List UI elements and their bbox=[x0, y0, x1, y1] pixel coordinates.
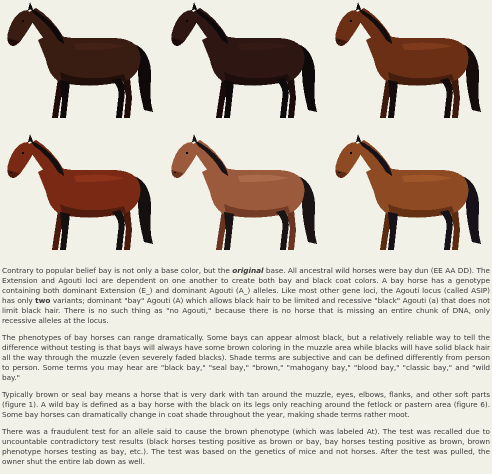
horse-light-bay-illustration bbox=[164, 132, 328, 264]
horse-figure-1 bbox=[0, 0, 164, 132]
horse-figure-2 bbox=[164, 0, 328, 132]
paragraph-intro-part-2: base. All ancestral wild horses were bay dun (EE AA DD). The Extension and Agouti loci are dependent on one another to create both bay and black coat colors. A bay horse has a genotype containing both dominant Extension (E_) and dominant Agouti (A_) alleles. Like most other gene loci, the Agouti locus (called ASIP) has only bbox=[2, 266, 490, 305]
horse-figure-3 bbox=[328, 0, 492, 132]
horse-blood-bay-illustration bbox=[0, 132, 164, 264]
paragraph-brown-seal-bay: Typically brown or seal bay means a horse that is very dark with tan around the muzzle, eyes, elbows, flanks, and other soft parts (figure 1). A wild bay is defined as a bay horse with the black on its legs only reaching around the fetlock or pastern area (figure 6). Some bay horses can dramatically change in coat shade throughout the year, making shade terms rather moot. bbox=[2, 390, 490, 419]
horse-figure-4 bbox=[0, 132, 164, 264]
horse-seal-bay-illustration bbox=[164, 0, 328, 132]
original-emphasis: original bbox=[232, 266, 264, 275]
horse-bay-dark-points-illustration bbox=[328, 0, 492, 132]
horse-figure-5 bbox=[164, 132, 328, 264]
two-emphasis: two bbox=[35, 296, 51, 305]
paragraph-intro-part-1: Contrary to popular belief bay is not only a base color, but the bbox=[2, 266, 233, 275]
paragraph-phenotypes: The phenotypes of bay horses can range dramatically. Some bays can appear almost black, but a relatively reliable way to tell the difference without testing is that bays will always have some brown coloring in the muzzle area while blacks will have solid black hair all the way through the muzzle (even severely faded blacks). Shade terms are subjective and can be defined differently from person to person. Some terms you may hear are "black bay," "seal bay," "brown," "mahogany bay," "blood bay," "classic bay," and "wild bay." bbox=[2, 333, 490, 382]
paragraph-intro bbox=[2, 266, 490, 326]
paragraph-intro-part-3: variants; dominant "bay" Agouti (A) which allows black hair to be limited and recessive "black" Agouti (a) that does not limit black hair. There is no such thing as "no Agouti," because there is no horse that is missing an entire chunk of DNA, only recessive alleles at the locus. bbox=[2, 296, 491, 325]
article-text bbox=[2, 266, 490, 474]
paragraph-fraudulent-test: There was a fraudulent test for an allele said to cause the brown phenotype (which was labeled At). The test was recalled due to uncountable contradictory test results (black horses testing positive as brown or bay, bay horses testing positive as brown, brown phenotype horses testing as bay, etc.). The test was based on the genetics of mice and not horses. After the test was pulled, the owner shut the entire lab down as well. bbox=[2, 427, 490, 466]
horse-dark-bay-illustration bbox=[0, 0, 164, 132]
horse-figure-6 bbox=[328, 132, 492, 264]
horse-classic-bay-illustration bbox=[328, 132, 492, 264]
